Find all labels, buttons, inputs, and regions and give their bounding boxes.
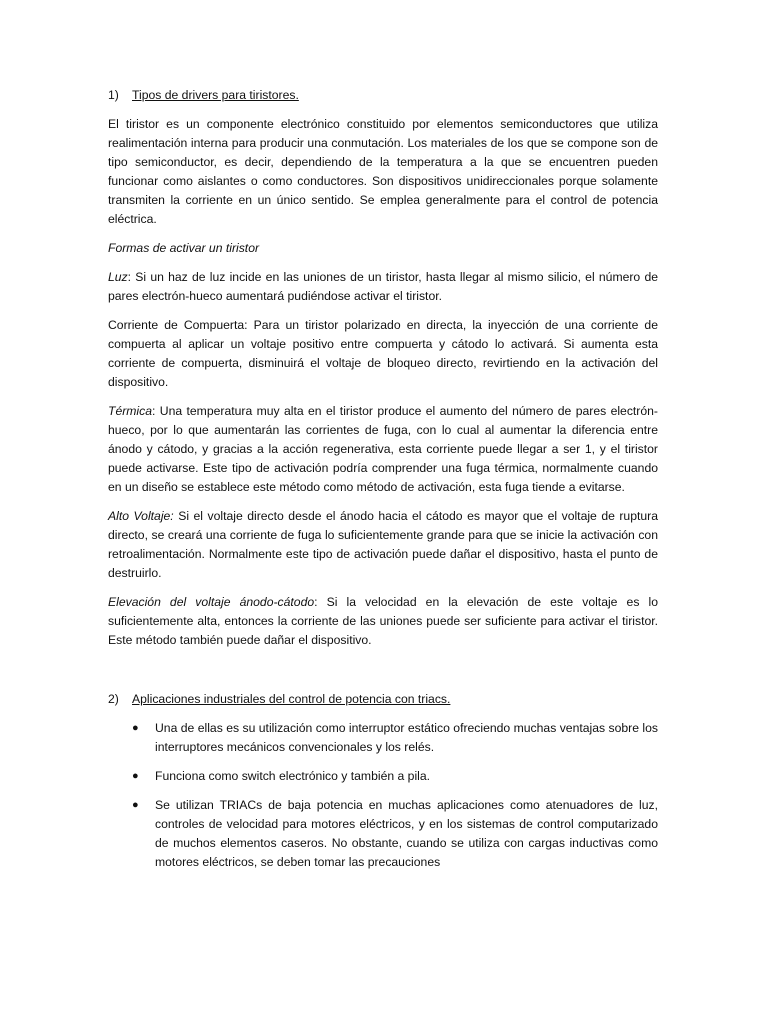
method-term: Alto Voltaje: [108,509,174,523]
section-1-intro: El tiristor es un componente electrónico constituido por elementos semiconductores que utiliza realimentación interna para producir una conmutación. Los materiales de los que se compone son de tipo semiconductor, es decir, dependiendo de la temperatura a la que se encuentren pueden funcionar como aislantes o como conductores. Son dispositivos unidireccionales porque solamente transmiten la corriente en un único sentido. Se emplea generalmente para el control de potencia eléctrica. [108,117,658,226]
method-text: : Una temperatura muy alta en el tiristor produce el aumento del número de pares electrón-hueco, por lo que aumentarán las corrientes de fuga, con lo cual al aumentar la diferencia entre ánodo y cátodo, y gracias a la acción regenerativa, esta corriente puede llegar a ser 1, y el tiristor puede activarse. Este tipo de activación podría comprender una fuga térmica, normalmente cuando en un diseño se establece este método como método de activación, esta fuga tiende a evitarse. [108,404,658,494]
list-item [108,767,658,786]
list-item-text: Funciona como switch electrónico y también a pila. [155,769,431,783]
bullet-icon: ● [132,770,139,782]
list-item-text: Una de ellas es su utilización como interruptor estático ofreciendo muchas ventajas sobre los interruptores mecánicos convencionales y los relés. [155,721,658,754]
section-2-number: 2) [108,692,119,706]
section-2-heading [108,690,658,709]
method-text: Si el voltaje directo desde el ánodo hacia el cátodo es mayor que el voltaje de ruptura directo, se creará una corriente de fuga lo suficientemente grande para que se inicie la activación con retroalimentación. Normalmente este tipo de activación puede dañar el dispositivo, hasta el punto de destruirlo. [108,509,658,580]
document-page [108,86,658,882]
bullet-icon: ● [132,799,139,811]
section-1-title: Tipos de drivers para tiristores. [132,88,299,102]
method-paragraph [108,316,658,392]
list-item [108,796,658,872]
method-term: Térmica [108,404,153,418]
bullet-icon: ● [132,722,139,734]
method-term: Corriente de Compuerta [108,318,245,332]
method-paragraph [108,593,658,650]
section-1-number: 1) [108,88,119,102]
activation-methods-subtitle: Formas de activar un tiristor [108,241,260,255]
applications-list [108,719,658,872]
section-spacer [108,660,658,690]
method-paragraph [108,268,658,306]
list-item [108,719,658,757]
method-term: Luz [108,270,128,284]
method-text: : Si la velocidad en la elevación de este voltaje es lo suficientemente alta, entonces la corriente de las uniones puede ser suficiente para activar el tiristor. Este método también puede dañar el dispositivo. [108,595,658,647]
method-text: : Para un tiristor polarizado en directa, la inyección de una corriente de compuerta al aplicar un voltaje positivo entre compuerta y cátodo lo activará. Si aumenta esta corriente de compuerta, disminuirá el voltaje de bloqueo directo, revirtiendo en la activación del dispositivo. [108,318,658,389]
method-term: Elevación del voltaje ánodo-cátodo [108,595,315,609]
method-text: : Si un haz de luz incide en las uniones de un tiristor, hasta llegar al mismo silicio, el número de pares electrón-hueco aumentará pudiéndose activar el tiristor. [108,270,658,303]
method-paragraph [108,402,658,497]
section-2-title: Aplicaciones industriales del control de potencia con triacs. [132,692,451,706]
method-paragraph [108,507,658,583]
list-item-text: Se utilizan TRIACs de baja potencia en muchas aplicaciones como atenuadores de luz, controles de velocidad para motores eléctricos, y en los sistemas de control computarizado de muchos elementos caseros. No obstante, cuando se utiliza con cargas inductivas como motores eléctricos, se deben tomar las precauciones [155,798,658,869]
section-1-heading [108,86,658,105]
